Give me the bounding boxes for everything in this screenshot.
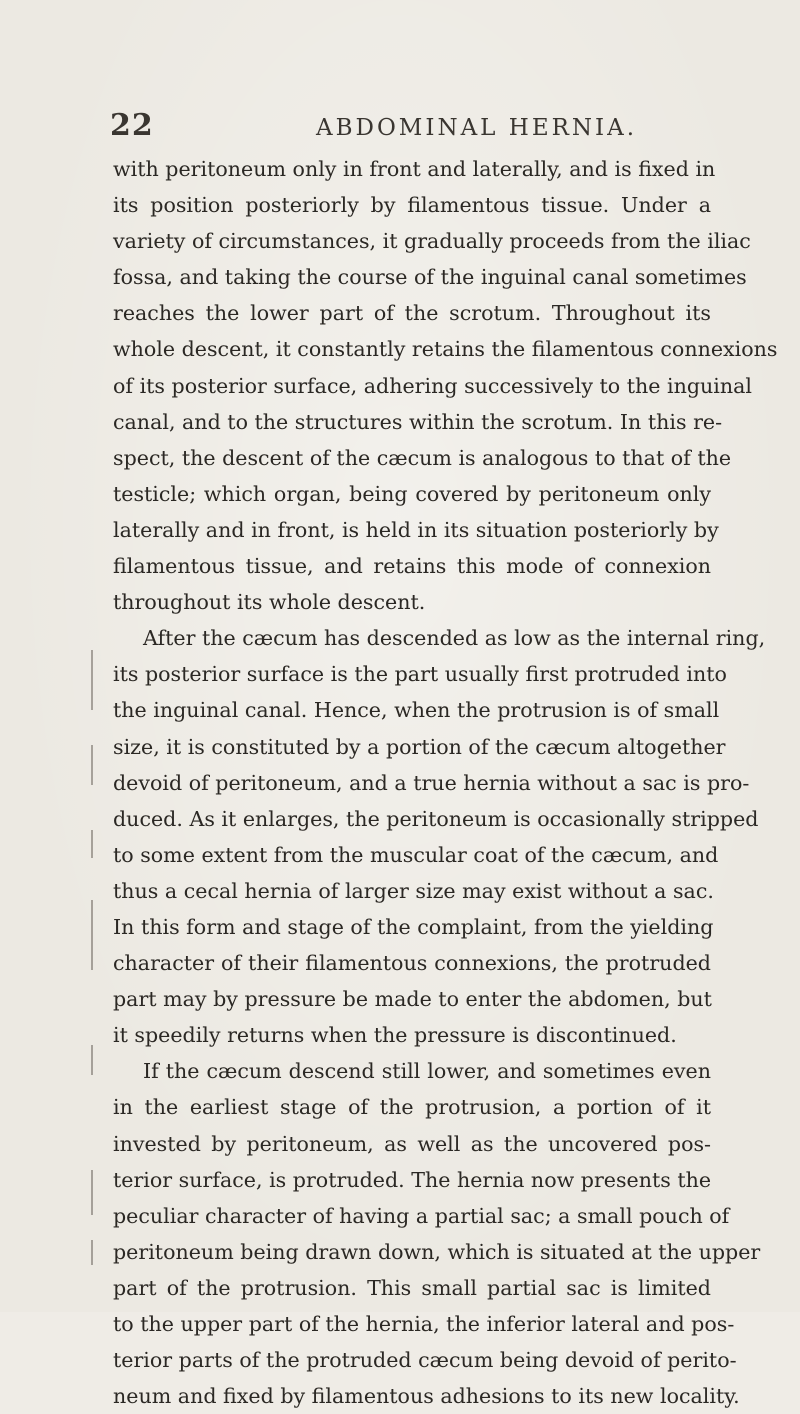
text-line: peculiar character of having a partial sac; a small pouch of [113,1203,730,1228]
text-line: part of the protrusion. This small partial sac is limited [113,1275,711,1300]
text-line: part may by pressure be made to enter the abdomen, but [113,987,712,1012]
text-line: its position posteriorly by filamentous tissue. Under a [113,193,711,218]
margin-mark [91,1045,93,1075]
text-line: variety of circumstances, it gradually proceeds from the iliac [113,229,751,254]
text-line: its posterior surface is the part usually first protruded into [113,662,727,687]
text-line: terior surface, is protruded. The hernia now presents the [113,1167,712,1192]
text-line: it speedily returns when the pressure is discontinued. [113,1023,677,1048]
text-line: If the cæcum descend still lower, and sometimes even [143,1059,711,1084]
text-line: size, it is constituted by a portion of the cæcum altogether [113,734,726,759]
margin-mark [91,1240,93,1265]
text-line: peritoneum being drawn down, which is situated at the upper [113,1239,761,1264]
margin-mark [91,830,93,858]
text-line: to the upper part of the hernia, the inferior lateral and pos- [113,1312,735,1336]
text-line: After the cæcum has descended as low as the internal ring, [143,626,766,651]
text-line: thus a cecal hernia of larger size may exist without a sac. [113,878,714,903]
text-line: invested by peritoneum, as well as the uncovered pos- [113,1131,711,1156]
margin-mark [91,650,93,710]
running-head [110,108,710,148]
text-line: devoid of peritoneum, and a true hernia without a sac is pro- [113,770,750,795]
text-line: reaches the lower part of the scrotum. Throughout its [113,301,711,326]
text-line: duced. As it enlarges, the peritoneum is occasionally stripped [113,806,759,831]
margin-mark [91,900,93,970]
text-line: canal, and to the structures within the scrotum. In this re- [113,409,723,434]
body-text [113,151,778,1414]
text-line: whole descent, it constantly retains the filamentous connexions [113,337,778,362]
text-line: the inguinal canal. Hence, when the protrusion is of small [113,698,720,723]
text-line: spect, the descent of the cæcum is analogous to that of the [113,445,732,470]
text-line: testicle; which organ, being covered by peritoneum only [113,481,711,506]
text-line: terior parts of the protruded cæcum being devoid of perito- [113,1348,737,1373]
text-line: neum and fixed by filamentous adhesions to its new locality. [113,1384,740,1409]
text-line: with peritoneum only in front and laterally, and is fixed in [113,157,716,181]
text-line: of its posterior surface, adhering successively to the inguinal [113,373,752,398]
text-line: fossa, and taking the course of the inguinal canal sometimes [113,265,747,290]
text-line: in the earliest stage of the protrusion, a portion of it [113,1095,711,1120]
text-line: In this form and stage of the complaint, from the yielding [113,914,714,939]
text-line: to some extent from the muscular coat of the cæcum, and [113,842,719,867]
text-line: laterally and in front, is held in its situation posteriorly by [113,517,719,542]
margin-mark [91,1170,93,1215]
margin-mark [91,745,93,785]
text-line: throughout its whole descent. [113,590,426,615]
text-line: character of their filamentous connexions, the protruded [113,951,711,976]
page-number: 22 [110,108,154,143]
margin-bleed-marks [82,650,102,1270]
text-line: filamentous tissue, and retains this mode of connexion [113,554,711,579]
running-title: ABDOMINAL HERNIA. [316,115,638,141]
